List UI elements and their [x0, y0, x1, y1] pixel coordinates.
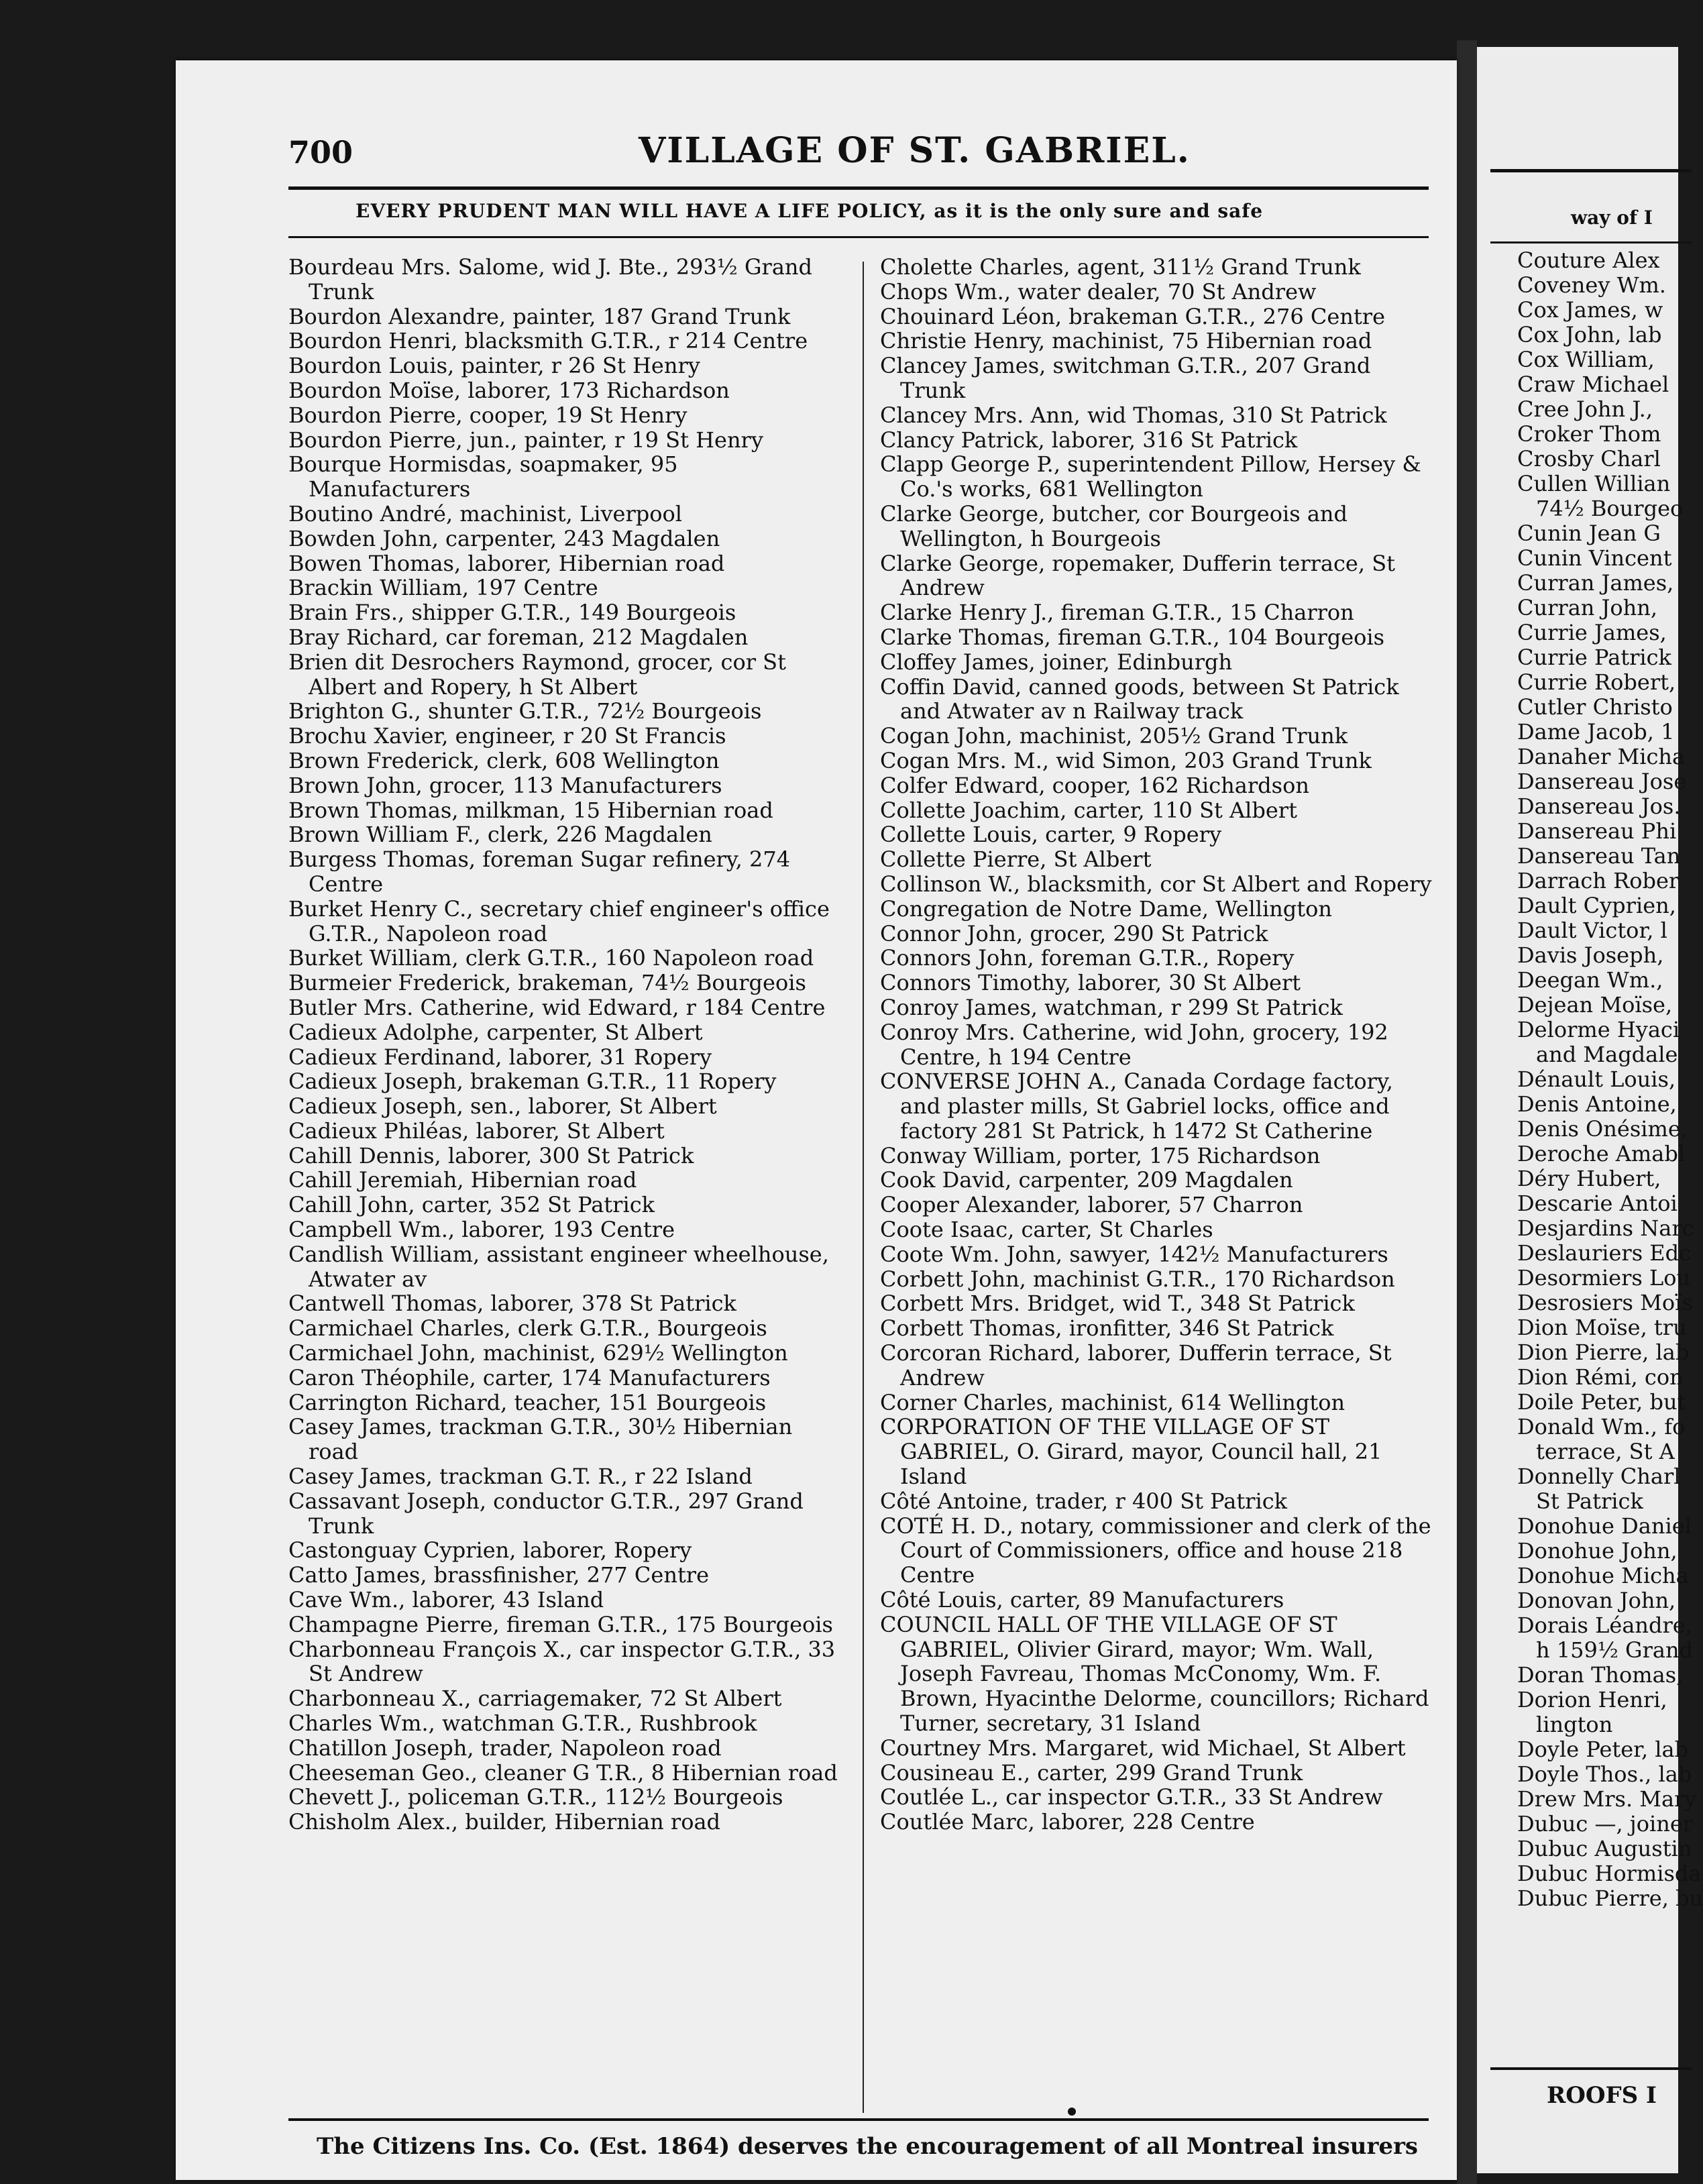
next-page-entry: terrace, St A — [1536, 1439, 1675, 1464]
directory-entry: Chatillon Joseph, trader, Napoleon road — [288, 1735, 722, 1761]
next-page-entry: Dansereau Jose — [1517, 769, 1687, 794]
directory-entry: Brien dit Desrochers Raymond, grocer, cor St Albert and Ropery, h St Albert — [288, 649, 786, 700]
directory-entry: Chevett J., policeman G.T.R., 112½ Bourgeois — [288, 1784, 783, 1810]
column-divider — [863, 262, 864, 2113]
directory-entry: Connor John, grocer, 290 St Patrick — [880, 920, 1268, 946]
next-page-entry: Dubuc Pierre, bu — [1517, 1886, 1703, 1911]
printer-dot — [1068, 2108, 1076, 2116]
top-advertisement-banner: EVERY PRUDENT MAN WILL HAVE A LIFE POLICY, as it is the only sure and safe — [355, 200, 1264, 222]
directory-entry: Cloffey James, joiner, Edinburgh — [880, 649, 1233, 675]
directory-entry: Brown John, grocer, 113 Manufacturers — [288, 772, 722, 798]
next-page-entry: Desormiers Lou — [1517, 1265, 1691, 1291]
directory-entry: Collette Pierre, St Albert — [880, 847, 1152, 873]
next-page-entry: Doyle Thos., lab — [1517, 1761, 1692, 1787]
directory-entry: Coote Isaac, carter, St Charles — [880, 1217, 1213, 1243]
directory-entry: Brown William F., clerk, 226 Magdalen — [288, 822, 712, 848]
banner-rule — [288, 236, 1429, 238]
directory-entry: Courtney Mrs. Margaret, wid Michael, St Albert — [880, 1735, 1406, 1761]
directory-entry: Bourdon Louis, painter, r 26 St Henry — [288, 353, 700, 379]
directory-entry: Colfer Edward, cooper, 162 Richardson — [880, 772, 1309, 798]
next-page-entry: Donohue Daniel — [1517, 1513, 1692, 1539]
directory-entry: Charbonneau François X., car inspector G.T.R., 33 St Andrew — [288, 1636, 836, 1687]
directory-entry: Cadieux Philéas, laborer, St Albert — [288, 1117, 665, 1144]
directory-entry: Cheeseman Geo., cleaner G T.R., 8 Hibernian road — [288, 1759, 838, 1786]
next-page-entry: Cutler Christo — [1517, 694, 1673, 720]
next-page-entry: Dorion Henri, — [1517, 1687, 1667, 1712]
directory-entry: Cassavant Joseph, conductor G.T.R., 297 Grand Trunk — [288, 1488, 804, 1539]
directory-entry: Cadieux Joseph, brakeman G.T.R., 11 Ropery — [288, 1069, 777, 1095]
bottom-advertisement-banner: The Citizens Ins. Co. (Est. 1864) deserves the encouragement of all Montreal insurers — [317, 2133, 1419, 2160]
directory-entry: Cadieux Joseph, sen., laborer, St Albert — [288, 1093, 717, 1120]
directory-entry: Carmichael Charles, clerk G.T.R., Bourgeois — [288, 1315, 767, 1342]
next-page-entry: h 159½ Grand — [1536, 1637, 1694, 1663]
directory-entry: CONVERSE JOHN A., Canada Cordage factory, and plaster mills, St Gabriel locks, office and factory 281 St Patrick, h 1472 St Catherine — [880, 1069, 1393, 1144]
directory-entry: Brighton G., shunter G.T.R., 72½ Bourgeois — [288, 698, 762, 724]
next-page-entry: Couture Alex — [1517, 248, 1660, 273]
next-page-banner-rule — [1490, 241, 1692, 243]
next-page-entry: Deegan Wm., — [1517, 967, 1663, 993]
directory-entry: Clancy Patrick, laborer, 316 St Patrick — [880, 427, 1298, 453]
next-page-entry: Drew Mrs. Mary — [1517, 1786, 1697, 1812]
directory-entry: Coffin David, canned goods, between St Patrick and Atwater av n Railway track — [880, 673, 1399, 724]
directory-entry: Carrington Richard, teacher, 151 Bourgeois — [288, 1389, 767, 1415]
next-page-entry: and Magdale — [1536, 1042, 1678, 1067]
next-page-column — [1517, 248, 1703, 1911]
directory-entry: Catto James, brassfinisher, 277 Centre — [288, 1562, 710, 1588]
next-page-entry: Descarie Antoi — [1517, 1191, 1678, 1216]
directory-entry: Burket William, clerk G.T.R., 160 Napoleon road — [288, 945, 814, 971]
directory-entry: Clarke Thomas, fireman G.T.R., 104 Bourgeois — [880, 624, 1385, 650]
directory-entry: Castonguay Cyprien, laborer, Ropery — [288, 1537, 692, 1564]
directory-entry: Connors John, foreman G.T.R., Ropery — [880, 945, 1295, 971]
directory-entry: Brown Frederick, clerk, 608 Wellington — [288, 747, 720, 773]
next-page-header-rule — [1490, 169, 1692, 172]
next-page-entry: Currie James, — [1517, 620, 1667, 645]
directory-entry: Bourdeau Mrs. Salome, wid J. Bte., 293½ Grand Trunk — [288, 254, 813, 305]
directory-entry: Cadieux Ferdinand, laborer, 31 Ropery — [288, 1044, 712, 1070]
directory-entry: Bourdon Moïse, laborer, 173 Richardson — [288, 377, 730, 403]
next-page-entry: lington — [1536, 1712, 1613, 1737]
directory-entry: Brackin William, 197 Centre — [288, 575, 598, 601]
next-page-footer-rule — [1490, 2067, 1692, 2070]
directory-entry: Charbonneau X., carriagemaker, 72 St Albert — [288, 1686, 782, 1712]
next-page-entry: 74½ Bourgeo — [1536, 496, 1684, 521]
directory-entry: Connors Timothy, laborer, 30 St Albert — [880, 970, 1301, 996]
directory-entry: Corner Charles, machinist, 614 Wellington — [880, 1389, 1345, 1415]
next-page-entry: Donohue John, — [1517, 1538, 1678, 1564]
directory-entry: Cahill Jeremiah, Hibernian road — [288, 1167, 637, 1193]
directory-entry: Cousineau E., carter, 299 Grand Trunk — [880, 1759, 1303, 1786]
next-page-entry: Curran James, — [1517, 570, 1674, 596]
next-page-entry: Dion Rémi, con — [1517, 1364, 1684, 1390]
next-page-edge — [1477, 47, 1703, 2173]
next-page-entry: Dejean Moïse, — [1517, 992, 1673, 1018]
footer-rule — [288, 2118, 1429, 2121]
directory-entry: Congregation de Notre Dame, Wellington — [880, 895, 1333, 922]
directory-entry: Casey James, trackman G.T.R., 30½ Hibernian road — [288, 1414, 793, 1465]
next-page-entry: Curran John, — [1517, 595, 1658, 620]
directory-entry: Cogan Mrs. M., wid Simon, 203 Grand Trunk — [880, 747, 1372, 773]
directory-entry: Corcoran Richard, laborer, Dufferin terrace, St Andrew — [880, 1340, 1392, 1390]
directory-entry: Conroy James, watchman, r 299 St Patrick — [880, 994, 1343, 1020]
directory-entry: Clarke George, butcher, cor Bourgeois and Wellington, h Bourgeois — [880, 500, 1348, 551]
directory-entry: Bray Richard, car foreman, 212 Magdalen — [288, 624, 749, 650]
directory-entry: COTÉ H. D., notary, commissioner and clerk of the Court of Commissioners, office and house 218 Centre — [880, 1513, 1431, 1588]
next-page-entry: Dorais Léandre, — [1517, 1613, 1692, 1638]
next-page-entry: Dame Jacob, 1 — [1517, 719, 1675, 745]
next-page-entry: Cunin Jean G — [1517, 521, 1661, 546]
directory-entry: Cogan John, machinist, 205½ Grand Trunk — [880, 723, 1348, 749]
directory-entry: Corbett Thomas, ironfitter, 346 St Patrick — [880, 1315, 1334, 1342]
next-page-entry: Dion Moïse, tru — [1517, 1315, 1687, 1340]
next-page-entry: Cunin Vincent — [1517, 545, 1672, 571]
directory-entry: Collinson W., blacksmith, cor St Albert and Ropery — [880, 871, 1432, 897]
directory-entry: Corbett John, machinist G.T.R., 170 Richardson — [880, 1266, 1395, 1292]
directory-entry: Clancey James, switchman G.T.R., 207 Grand Trunk — [880, 353, 1371, 403]
next-page-entry: Desjardins Narc — [1517, 1215, 1694, 1241]
next-page-entry: Denis Antoine, — [1517, 1091, 1677, 1117]
directory-entry: Burket Henry C., secretary chief engineer's office G.T.R., Napoleon road — [288, 895, 830, 946]
next-page-entry: St Patrick — [1536, 1488, 1643, 1514]
page-number: 700 — [288, 134, 353, 170]
next-page-entry: Currie Robert, — [1517, 669, 1676, 695]
directory-entry: Cantwell Thomas, laborer, 378 St Patrick — [288, 1291, 736, 1317]
next-page-entry: Dansereau Phi — [1517, 818, 1677, 844]
directory-entry: Clarke George, ropemaker, Dufferin terrace, St Andrew — [880, 550, 1395, 601]
directory-entry: Chisholm Alex., builder, Hibernian road — [288, 1809, 721, 1835]
next-page-entry: Déry Hubert, — [1517, 1166, 1661, 1191]
directory-entry: Chops Wm., water dealer, 70 St Andrew — [880, 278, 1317, 305]
next-page-entry: Dubuc Augustin — [1517, 1836, 1692, 1861]
directory-entry: Clancey Mrs. Ann, wid Thomas, 310 St Patrick — [880, 402, 1387, 428]
next-page-entry: Donovan John, — [1517, 1588, 1676, 1613]
next-page-entry: Deroche Amabl — [1517, 1141, 1686, 1166]
next-page-entry: Delorme Hyaci — [1517, 1017, 1680, 1042]
next-page-entry: Currie Patrick — [1517, 645, 1671, 670]
directory-entry: Conway William, porter, 175 Richardson — [880, 1142, 1321, 1168]
next-page-entry: Donald Wm., fo — [1517, 1414, 1686, 1439]
directory-entry: Conroy Mrs. Catherine, wid John, grocery, 192 Centre, h 194 Centre — [880, 1019, 1388, 1070]
directory-entry: Burgess Thomas, foreman Sugar refinery, 274 Centre — [288, 847, 791, 897]
directory-entry: Collette Louis, carter, 9 Ropery — [880, 822, 1222, 848]
directory-entry: Cadieux Adolphe, carpenter, St Albert — [288, 1019, 703, 1045]
directory-entry: Christie Henry, machinist, 75 Hibernian road — [880, 328, 1372, 354]
directory-entry: Brochu Xavier, engineer, r 20 St Francis — [288, 723, 726, 749]
directory-entry: Charles Wm., watchman G.T.R., Rushbrook — [288, 1710, 757, 1737]
directory-entry: Cahill Dennis, laborer, 300 St Patrick — [288, 1142, 694, 1168]
next-page-entry: Dénault Louis, — [1517, 1067, 1676, 1092]
directory-entry: Cahill John, carter, 352 St Patrick — [288, 1192, 655, 1218]
directory-entry: Burmeier Frederick, brakeman, 74½ Bourgeois — [288, 970, 806, 996]
next-page-entry: Dubuc —, joiner — [1517, 1811, 1694, 1837]
next-page-entry: Denis Onésime, — [1517, 1116, 1688, 1142]
next-page-entry: Darrach Rober — [1517, 868, 1680, 893]
next-page-entry: Dault Victor, l — [1517, 918, 1667, 943]
next-page-entry: Cox James, w — [1517, 297, 1663, 323]
next-page-entry: Davis Joseph, — [1517, 942, 1664, 968]
directory-entry: Bourdon Pierre, cooper, 19 St Henry — [288, 402, 688, 428]
next-page-entry: Dansereau Tan — [1517, 843, 1681, 869]
next-page-entry: Doyle Peter, lab — [1517, 1737, 1689, 1762]
directory-entry: Bourdon Alexandre, painter, 187 Grand Trunk — [288, 303, 791, 329]
directory-entry: Côté Antoine, trader, r 400 St Patrick — [880, 1488, 1288, 1514]
directory-entry: Brown Thomas, milkman, 15 Hibernian road — [288, 797, 773, 823]
directory-entry: Butler Mrs. Catherine, wid Edward, r 184 Centre — [288, 994, 826, 1020]
book-gutter — [1457, 40, 1477, 2184]
directory-entry: Carmichael John, machinist, 629½ Wellington — [288, 1340, 788, 1366]
directory-entry: Boutino André, machinist, Liverpool — [288, 500, 683, 527]
directory-entry: CORPORATION OF THE VILLAGE OF ST GABRIEL, O. Girard, mayor, Council hall, 21 Island — [880, 1414, 1382, 1490]
next-page-banner: way of I — [1571, 207, 1653, 229]
directory-entry: Coote Wm. John, sawyer, 142½ Manufacturers — [880, 1241, 1388, 1267]
next-page-entry: Cox William, — [1517, 347, 1655, 372]
next-page-entry: Dubuc Hormisda — [1517, 1861, 1702, 1886]
left-column — [288, 255, 845, 1835]
directory-entry: Bourque Hormisdas, soapmaker, 95 Manufacturers — [288, 451, 678, 502]
next-page-entry: Doran Thomas, — [1517, 1662, 1684, 1688]
directory-entry: Cave Wm., laborer, 43 Island — [288, 1587, 604, 1613]
next-page-entry: Crosby Charl — [1517, 446, 1661, 472]
next-page-entry: Coveney Wm. — [1517, 272, 1666, 298]
directory-entry: Coutlée L., car inspector G.T.R., 33 St Andrew — [880, 1784, 1383, 1810]
next-page-footer-banner: ROOFS I — [1547, 2082, 1657, 2109]
next-page-entry: Dault Cyprien, — [1517, 893, 1676, 918]
next-page-entry: Cree John J., — [1517, 396, 1653, 422]
next-page-entry: Dansereau Jos. — [1517, 794, 1681, 819]
next-page-entry: Croker Thom — [1517, 421, 1661, 447]
directory-entry: Corbett Mrs. Bridget, wid T., 348 St Patrick — [880, 1291, 1355, 1317]
directory-entry: Casey James, trackman G.T. R., r 22 Island — [288, 1464, 753, 1490]
header-rule — [288, 186, 1429, 190]
directory-entry: Cooper Alexander, laborer, 57 Charron — [880, 1192, 1303, 1218]
directory-entry: Campbell Wm., laborer, 193 Centre — [288, 1217, 675, 1243]
directory-entry: Côté Louis, carter, 89 Manufacturers — [880, 1587, 1284, 1613]
directory-entry: Cook David, carpenter, 209 Magdalen — [880, 1167, 1293, 1193]
next-page-entry: Donnelly Charl — [1517, 1464, 1681, 1489]
next-page-entry: Deslauriers Edc — [1517, 1240, 1692, 1266]
next-page-entry: Cullen Willian — [1517, 471, 1671, 496]
directory-entry: Coutlée Marc, laborer, 228 Centre — [880, 1809, 1255, 1835]
directory-entry: Clapp George P., superintendent Pillow, Hersey & Co.'s works, 681 Wellington — [880, 451, 1421, 502]
next-page-entry: Craw Michael — [1517, 372, 1669, 397]
directory-entry: Bowen Thomas, laborer, Hibernian road — [288, 550, 725, 576]
next-page-entry: Cox John, lab — [1517, 322, 1662, 347]
directory-entry: Bourdon Henri, blacksmith G.T.R., r 214 Centre — [288, 328, 808, 354]
directory-entry: COUNCIL HALL OF THE VILLAGE OF ST GABRIEL, Olivier Girard, mayor; Wm. Wall, Joseph Favreau, Thomas McConomy, Wm. F. Brown, Hyacinthe Delorme, councillors; Richard Turner, secretary, 31 Island — [880, 1611, 1429, 1737]
next-page-entry: Dion Pierre, lab — [1517, 1340, 1690, 1365]
right-column — [880, 255, 1437, 1835]
page-title: VILLAGE OF ST. GABRIEL. — [639, 130, 1191, 171]
directory-entry: Collette Joachim, carter, 110 St Albert — [880, 797, 1297, 823]
next-page-entry: Desrosiers Moïs — [1517, 1290, 1693, 1315]
next-page-entry: Donohue Micha — [1517, 1563, 1689, 1588]
directory-entry: Bowden John, carpenter, 243 Magdalen — [288, 525, 720, 551]
directory-entry: Brain Frs., shipper G.T.R., 149 Bourgeois — [288, 600, 736, 626]
directory-entry: Cholette Charles, agent, 311½ Grand Trunk — [880, 254, 1361, 280]
directory-entry: Caron Théophile, carter, 174 Manufacturers — [288, 1364, 771, 1390]
directory-entry: Bourdon Pierre, jun., painter, r 19 St Henry — [288, 427, 763, 453]
directory-entry: Champagne Pierre, fireman G.T.R., 175 Bourgeois — [288, 1611, 833, 1637]
next-page-entry: Danaher Micha — [1517, 744, 1686, 769]
next-page-entry: Doile Peter, but — [1517, 1389, 1686, 1415]
directory-page — [176, 60, 1457, 2180]
directory-entry: Clarke Henry J., fireman G.T.R., 15 Charron — [880, 600, 1354, 626]
directory-entry: Chouinard Léon, brakeman G.T.R., 276 Centre — [880, 303, 1386, 329]
directory-entry: Candlish William, assistant engineer wheelhouse, Atwater av — [288, 1241, 829, 1292]
